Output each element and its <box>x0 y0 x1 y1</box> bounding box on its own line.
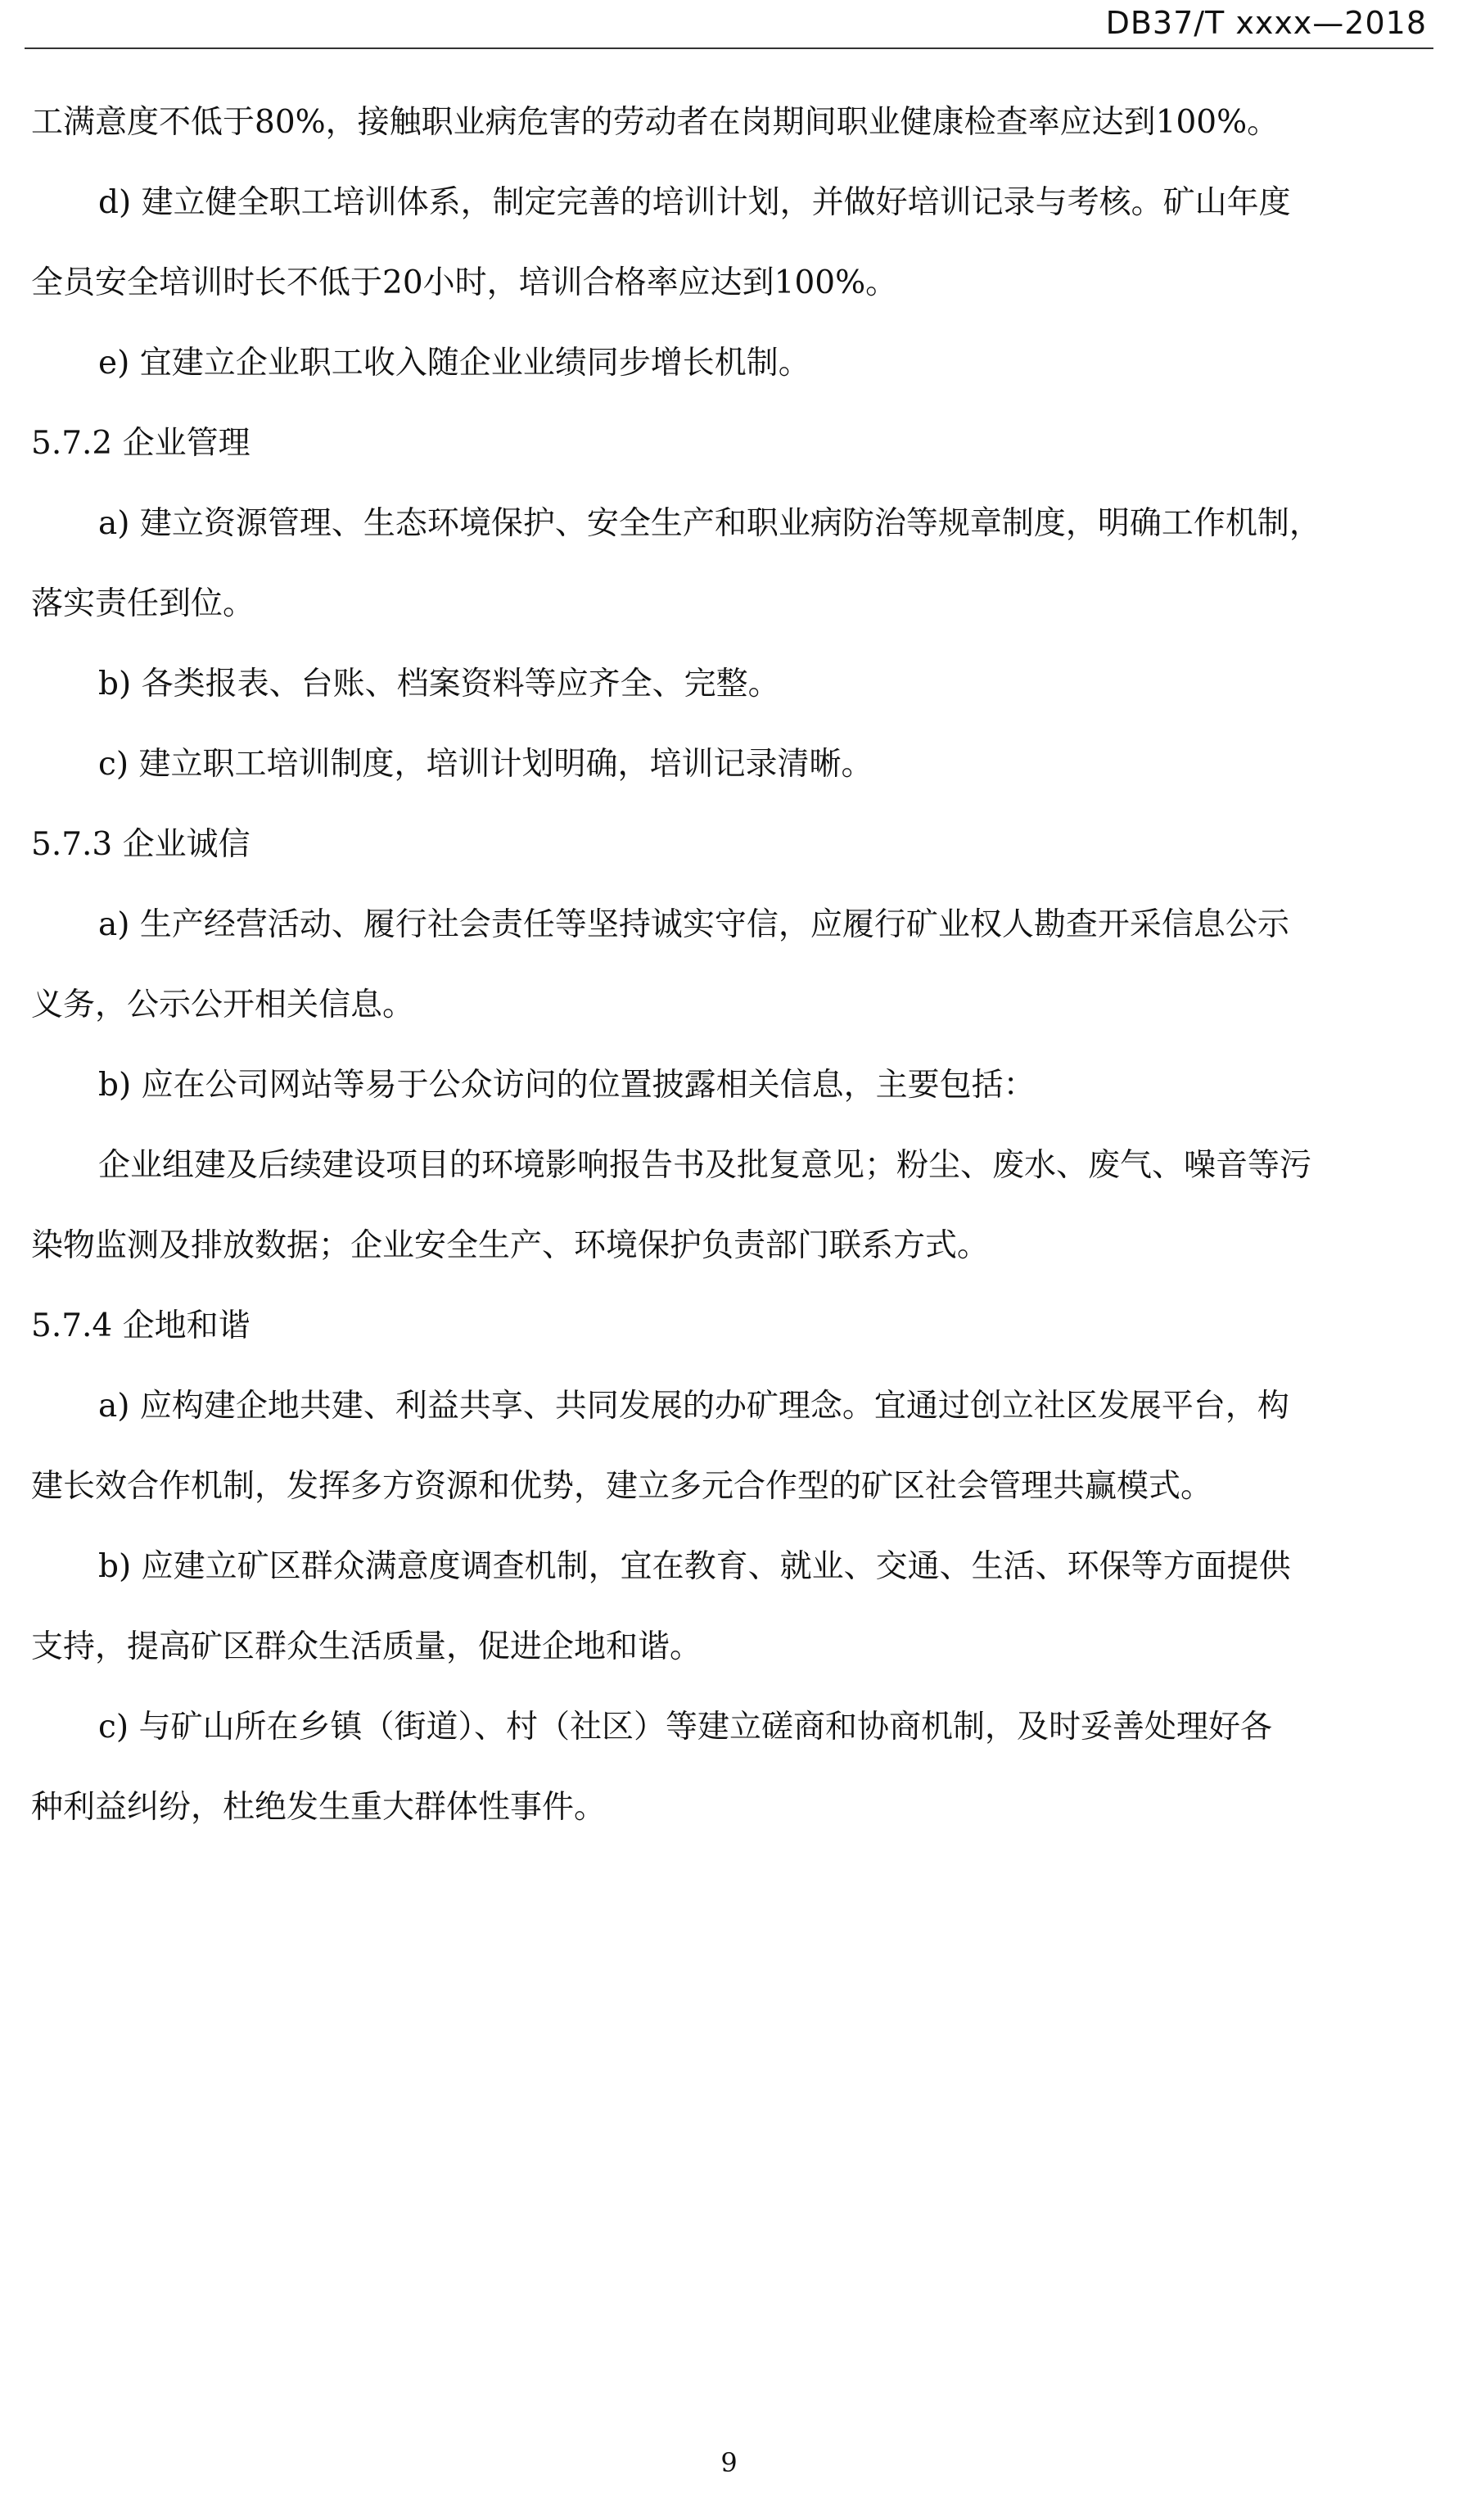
document-code: DB37/T xxxx—2018 <box>1105 5 1427 41</box>
body-line: 全员安全培训时长不低于20小时，培训合格率应达到100%。 <box>31 264 898 301</box>
page-number: 9 <box>720 2447 738 2478</box>
list-item-d: d) 建立健全职工培训体系，制定完善的培训计划，并做好培训记录与考核。矿山年度 <box>98 184 1291 221</box>
body-line: 染物监测及排放数据；企业安全生产、环境保护负责部门联系方式。 <box>31 1227 990 1264</box>
list-item-b: b) 应建立矿区群众满意度调查机制，宜在教育、就业、交通、生活、环保等方面提供 <box>98 1548 1291 1585</box>
list-item-b: b) 各类报表、台账、档案资料等应齐全、完整。 <box>98 666 780 702</box>
body-line: 工满意度不低于80%，接触职业病危害的劳动者在岗期间职业健康检查率应达到100%。 <box>31 104 1280 141</box>
body-line: 落实责任到位。 <box>31 585 255 622</box>
list-item-c: c) 与矿山所在乡镇（街道）、村（社区）等建立磋商和协商机制，及时妥善处理好各 <box>98 1709 1272 1745</box>
body-line: 义务，公示公开相关信息。 <box>31 987 415 1023</box>
body-line: 种利益纠纷，杜绝发生重大群体性事件。 <box>31 1789 607 1826</box>
header-rule <box>25 47 1433 49</box>
section-heading-5-7-2: 5.7.2 企业管理 <box>31 425 251 462</box>
list-item-e: e) 宜建立企业职工收入随企业业绩同步增长机制。 <box>98 345 810 382</box>
list-item-c: c) 建立职工培训制度，培训计划明确，培训记录清晰。 <box>98 746 873 783</box>
list-item-b: b) 应在公司网站等易于公众访问的位置披露相关信息，主要包括： <box>98 1067 1036 1104</box>
section-heading-5-7-4: 5.7.4 企地和谐 <box>31 1307 251 1344</box>
list-item-a: a) 建立资源管理、生态环境保护、安全生产和职业病防治等规章制度，明确工作机制， <box>98 505 1321 542</box>
body-line: 支持，提高矿区群众生活质量，促进企地和谐。 <box>31 1628 702 1665</box>
section-heading-5-7-3: 5.7.3 企业诚信 <box>31 826 251 863</box>
document-body <box>31 102 1436 1867</box>
list-item-a: a) 应构建企地共建、利益共享、共同发展的办矿理念。宜通过创立社区发展平台，构 <box>98 1388 1289 1425</box>
list-item-a: a) 生产经营活动、履行社会责任等坚持诚实守信，应履行矿业权人勘查开采信息公示 <box>98 906 1289 943</box>
paragraph-line: 企业组建及后续建设项目的环境影响报告书及批复意见；粉尘、废水、废气、噪音等污 <box>98 1147 1312 1184</box>
body-line: 建长效合作机制，发挥多方资源和优势，建立多元合作型的矿区社会管理共赢模式。 <box>31 1468 1213 1505</box>
